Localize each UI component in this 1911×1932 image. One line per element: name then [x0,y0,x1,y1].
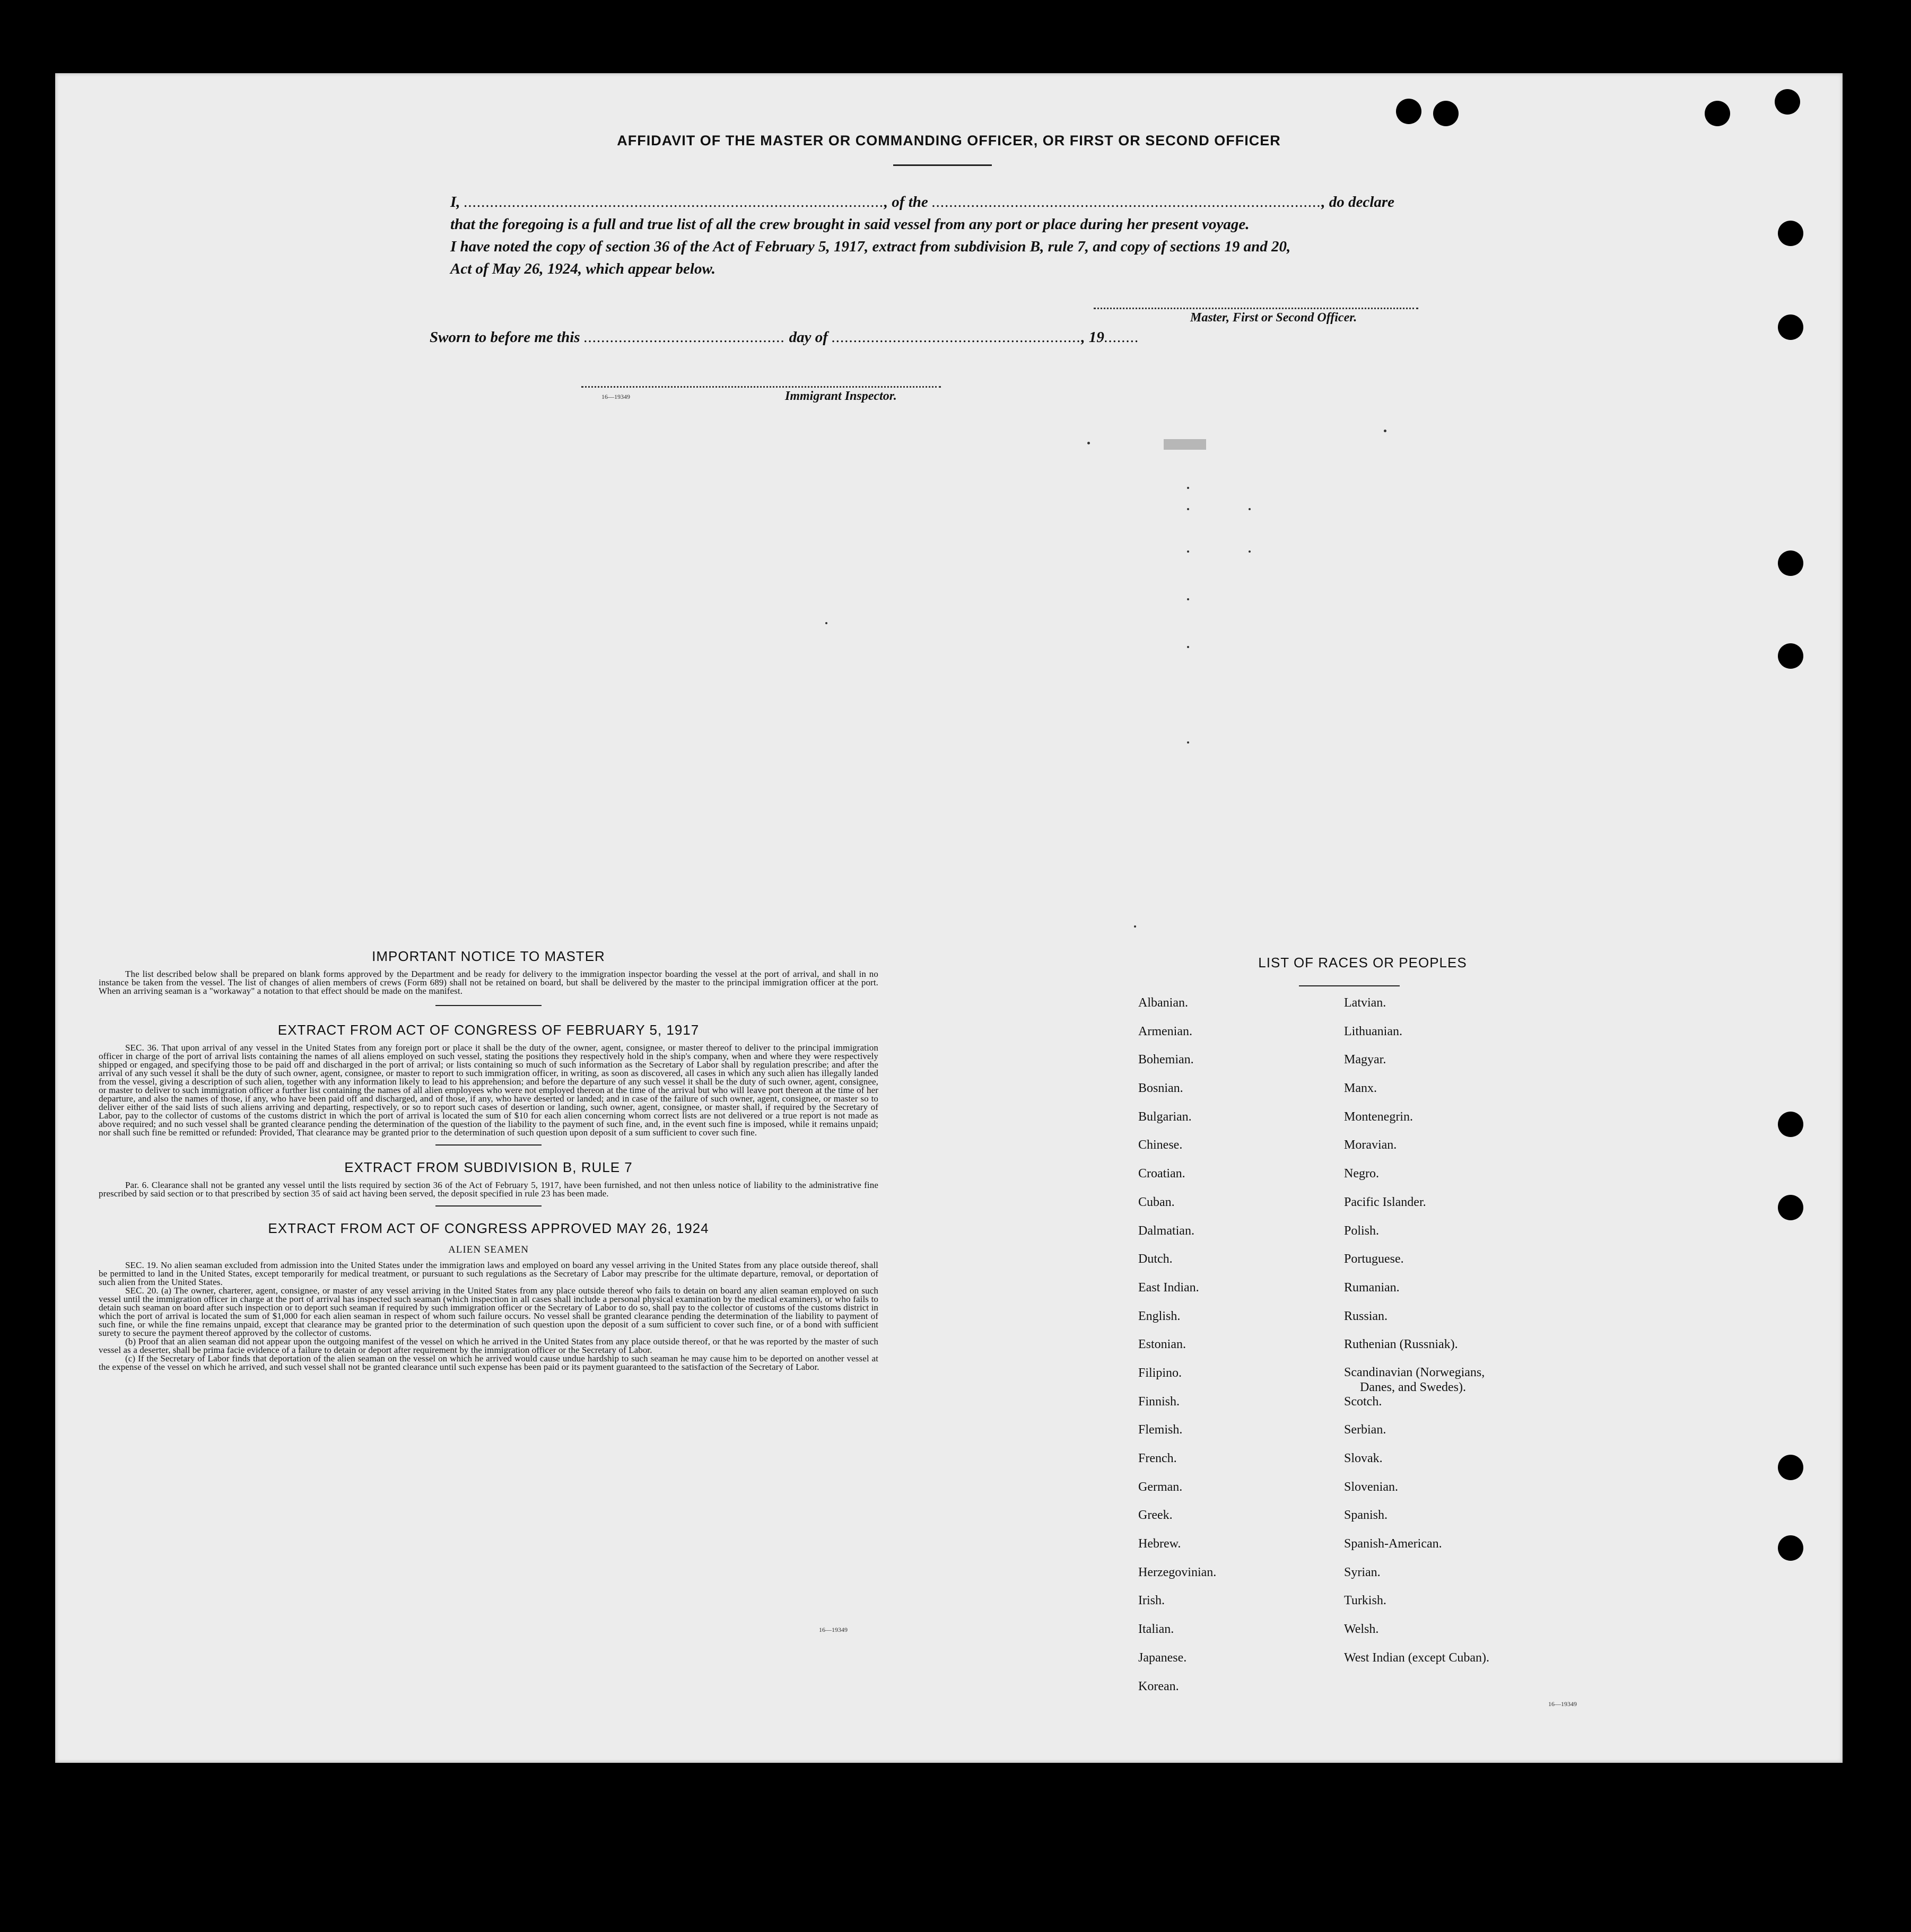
races-right-column [1344,995,1489,1679]
declare-suffix: , do declare [1321,194,1394,211]
extract-1917-text: SEC. 36. That upon arrival of any vessel in the United States from any foreign port or place it shall be the duty of the owner, agent, consignee, or master thereof to deliver to the principal immigration officer in charge of the port of arrival lists containing the names of all aliens employed on such vessel, stating the positions they respectively hold in the ship's company, when and where they were respectively shipped or engaged, and specifying those to be paid off and discharged in the port of arrival; or lists containing so much of such information as the Secretary of Labor shall by regulation prescribe; and after the arrival of any such vessel it shall be the duty of such owner, agent, consignee, or master to report to such immigration officer, in writing, as soon as discovered, all cases in which any such alien has illegally landed from the vessel, giving a description of such alien, together with any information likely to lead to his apprehension; and before the departure of any such vessel it shall be the duty of such owner, agent, consignee, or master to deliver to such immigration officer a further list containing the names of all alien employees who were not employed thereon at the time of the arrival but who will leave port thereon at the time of her departure, and also the names of those, if any, who have been paid off and discharged, and of those, if any, who have deserted or landed; and in case of the failure of such owner, agent, consignee, or master so to deliver either of the said lists of such aliens arriving and departing, respectively, or so to report such cases of desertion or landing, such owner, agent, consignee, or master shall, if required by the Secretary of Labor, pay to the collector of customs of the customs district in which the port of arrival is located the sum of $10 for each alien concerning whom correct lists are not delivered or a true report is not made as above required; and no such vessel shall be granted clearance pending the determination of the question of the liability to the payment of such fine, and, in the event such fine is imposed, while it remains unpaid; nor shall such fine be remitted or refunded: Provided, That clearance may be granted prior to the determination of such question upon deposit of a sum sufficient to cover such fine. [99,1043,878,1138]
race-item: Filipino. [1138,1366,1182,1380]
master-caption: Master, First or Second Officer. [1190,311,1357,325]
race-item: Latvian. [1344,996,1386,1010]
race-item: Slovenian. [1344,1480,1398,1494]
race-item-continuation: Danes, and Swedes). [1360,1380,1466,1394]
day-of-label: day of [785,329,832,346]
race-item: Slovak. [1344,1452,1383,1465]
race-item: Ruthenian (Russniak). [1344,1337,1458,1352]
race-item: Serbian. [1344,1423,1386,1437]
section-divider [435,1005,542,1006]
race-item: East Indian. [1138,1280,1199,1295]
race-item: Estonian. [1138,1337,1186,1352]
speck [825,622,827,624]
speck [1187,646,1189,648]
affidavit-text [450,191,1495,280]
form-number: 16—19349 [819,1626,848,1633]
affidavit-title: AFFIDAVIT OF THE MASTER OR COMMANDING OFFICER, OR FIRST OR SECOND OFFICER [617,133,1281,148]
inspector-caption: Immigrant Inspector. [785,389,897,403]
punch-hole [1396,99,1421,124]
vessel-prefix: , of the [884,194,932,211]
race-item: Scotch. [1344,1394,1382,1409]
punch-hole [1433,101,1459,126]
race-item: Flemish. [1138,1423,1183,1437]
punch-hole [1778,1195,1803,1220]
punch-hole [1778,550,1803,576]
alien-seamen-subtitle: ALIEN SEAMEN [448,1244,529,1255]
sworn-line [430,329,1139,346]
sec19-text: SEC. 19. No alien seaman excluded from admission into the United States under the immigration laws and employed on board any vessel arriving in the United States from any place outside thereof, shall be permitted to land in the United States, except temporarily for medical treatment, or pursuant to such regulations as the Secretary of Labor may prescribe for the ultimate departure, removal, or deportation of such alien from the United States. [99,1260,878,1287]
speck [1187,550,1189,553]
race-item: Dalmatian. [1138,1223,1194,1238]
section-divider [435,1144,542,1146]
notice-title: IMPORTANT NOTICE TO MASTER [372,948,605,964]
race-item: Croatian. [1138,1167,1185,1181]
race-item: West Indian (except Cuban). [1344,1650,1489,1665]
sworn-date-blank[interactable]: .............................................. [583,329,786,346]
punch-hole [1778,221,1803,246]
notice-text: The list described below shall be prepared on blank forms approved by the Department and be ready for delivery to the immigration inspector boarding the vessel at the port of arrival, and shall in no instance be taken from the vessel. The list of changes of alien members of crews (Form 689) shall not be retained on board, but shall be delivered by the master to the principal immigration officer at the port. When an arriving seaman is a "workaway" a notation to that effect should be made on the manifest. [99,969,878,996]
extract-1924-title: EXTRACT FROM ACT OF CONGRESS APPROVED MAY 26, 1924 [268,1220,709,1236]
speck [1187,487,1189,489]
stamp-mark [1164,439,1206,450]
speck [1384,430,1386,432]
races-title-divider [1299,985,1400,986]
race-item: Cuban. [1138,1195,1175,1209]
race-item [1344,1365,1489,1394]
race-item: Spanish-American. [1344,1537,1442,1551]
race-item: Armenian. [1138,1024,1192,1038]
race-item: Albanian. [1138,996,1188,1010]
race-item: Spanish. [1344,1508,1388,1523]
race-item: Dutch. [1138,1252,1173,1266]
race-item: Greek. [1138,1508,1173,1523]
race-item: Portuguese. [1344,1252,1404,1266]
race-item: Negro. [1344,1167,1379,1181]
race-item: Moravian. [1344,1138,1397,1152]
race-item: Turkish. [1344,1594,1386,1608]
sworn-month-blank[interactable]: ......................................................... [832,329,1081,346]
race-item: Bulgarian. [1138,1109,1192,1124]
punch-hole [1778,1455,1803,1480]
document-sheet [55,73,1843,1763]
section-divider [435,1205,542,1207]
affidavit-line-4: Act of May 26, 1924, which appear below. [450,260,715,277]
affidavit-line-2: that the foregoing is a full and true list of all the crew brought in said vessel from any port or place during her present voyage. [450,216,1250,233]
punch-hole [1778,643,1803,669]
title-divider [893,164,992,166]
year-blank[interactable]: ........ [1104,329,1139,346]
race-item: Finnish. [1138,1394,1180,1409]
race-item: Russian. [1344,1309,1388,1323]
punch-hole [1778,1535,1803,1561]
races-title: LIST OF RACES OR PEOPLES [1258,955,1467,971]
rule7-title: EXTRACT FROM SUBDIVISION B, RULE 7 [344,1159,633,1175]
declarant-name-blank[interactable]: ................................................................................................ [464,194,884,211]
year-prefix: , 19 [1081,329,1104,346]
race-item: Herzegovinian. [1138,1565,1217,1579]
speck [1134,925,1136,928]
form-number: 16—19349 [601,393,630,400]
race-item: Welsh. [1344,1622,1379,1637]
race-item: Manx. [1344,1081,1377,1096]
race-item: Bohemian. [1138,1053,1194,1067]
race-item: Syrian. [1344,1565,1381,1579]
race-item: Japanese. [1138,1650,1187,1665]
punch-hole [1775,89,1800,115]
sec20c-text: (c) If the Secretary of Labor finds that deportation of the alien seaman on the vessel on which he arrived would cause undue hardship to such seaman he may cause him to be deported on another vessel at the expense of the vessel on which he arrived, and such vessel shall not be granted clearance until such expense has been paid or its payment guaranteed to the satisfaction of the Secretary of Labor. [99,1353,878,1372]
race-item: Chinese. [1138,1138,1183,1152]
notice-column [99,948,878,1371]
punch-hole [1705,101,1730,126]
punch-hole [1778,314,1803,340]
race-item: German. [1138,1480,1183,1494]
race-item: French. [1138,1452,1177,1465]
sworn-prefix: Sworn to before me this [430,329,584,346]
race-item: Italian. [1138,1622,1174,1637]
sec20b-text: (b) Proof that an alien seaman did not appear upon the outgoing manifest of the vessel on which he arrived in the United States from any place outside thereof, or that he was reported by the master of such vessel as a deserter, shall be prima facie evidence of a failure to detain or deport after requirement by the immigration officer or the Secretary of Labor. [99,1336,878,1355]
punch-hole [1778,1112,1803,1137]
speck [1187,508,1189,510]
form-number: 16—19349 [1548,1700,1577,1708]
speck [1249,550,1251,553]
race-item: Pacific Islander. [1344,1195,1426,1209]
inspector-signature-line[interactable] [581,386,941,388]
race-item: Korean. [1138,1679,1179,1693]
race-item: Irish. [1138,1594,1165,1608]
race-item: Lithuanian. [1344,1024,1402,1038]
rule7-text: Par. 6. Clearance shall not be granted any vessel until the lists required by section 36 of the Act of February 5, 1917, have been furnished, and not then unless notice of liability to the administrative fine prescribed by said section or to that prescribed by section 35 of said act having been served, the deposit specified in rule 23 has been made. [99,1180,878,1199]
speck [1187,598,1189,600]
race-item: Magyar. [1344,1053,1386,1067]
race-item: Hebrew. [1138,1537,1181,1551]
declarant-prefix: I, [450,194,464,211]
affidavit-line-3: I have noted the copy of section 36 of the Act of February 5, 1917, extract from subdivision B, rule 7, and copy of sections 19 and 20, [450,238,1291,255]
race-item: Polish. [1344,1223,1380,1238]
extract-1917-title: EXTRACT FROM ACT OF CONGRESS OF FEBRUARY 5, 1917 [277,1022,700,1038]
races-left-column [1138,995,1216,1707]
speck [1249,508,1251,510]
speck [1087,442,1090,444]
declaration-line [450,191,1495,213]
vessel-name-blank[interactable]: ......................................................................................... [932,194,1322,211]
race-item: Montenegrin. [1344,1109,1413,1124]
race-item: Bosnian. [1138,1081,1183,1096]
race-item: Rumanian. [1344,1280,1400,1295]
race-item: English. [1138,1309,1181,1323]
race-item-line: Scandinavian (Norwegians, [1344,1365,1485,1379]
master-signature-line[interactable] [1094,308,1418,309]
sec20a-text: SEC. 20. (a) The owner, charterer, agent, consignee, or master of any vessel arriving in the United States from any place outside thereof who fails to detain on board any alien seaman employed on such vessel until the immigration officer in charge at the port of arrival has inspected such seaman (which inspection in all cases shall include a personal physical examination by the medical examiners), or who fails to detain such seaman on board after such inspection or to deport such seaman if required by such immigration officer or the Secretary of Labor to do so, shall pay to the collector of customs of the customs district in which the port of arrival is located the sum of $1,000 for each alien seaman in respect of whom such failure occurs. No vessel shall be granted clearance pending the determination of the liability to payment of such fine, or while the fine remains unpaid, except that clearance may be granted prior to the determination of such question upon the deposit of a sum sufficient to cover such fine, or of a bond with sufficient surety to secure the payment thereof approved by the collector of customs. [99,1286,878,1338]
speck [1187,741,1189,744]
